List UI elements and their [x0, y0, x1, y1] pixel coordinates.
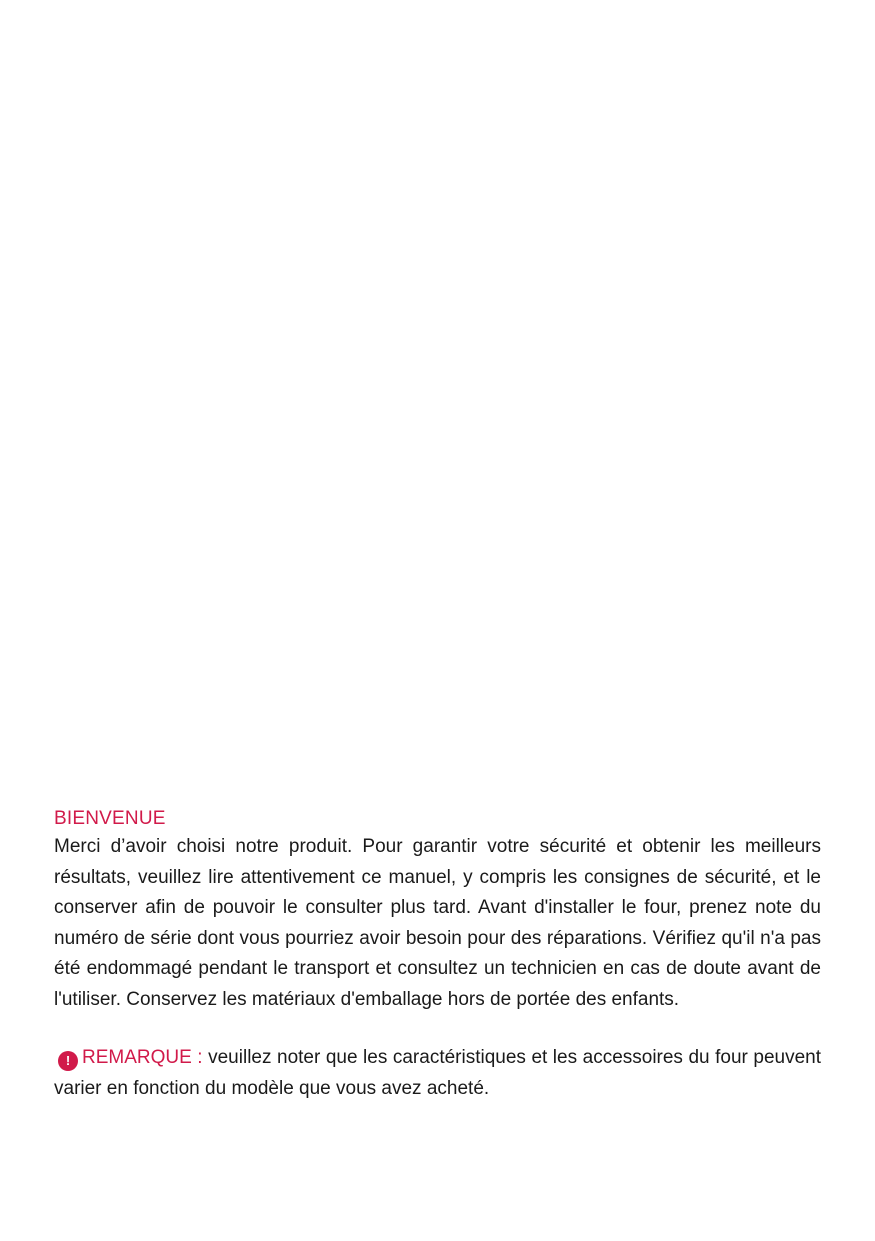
- note-label: REMARQUE :: [82, 1047, 203, 1068]
- note-text: veuillez noter que les caractéristiques et les accessoires du four peuvent varier en fonction du modèle que vous avez acheté.: [54, 1047, 821, 1099]
- section-heading: BIENVENUE: [54, 808, 166, 829]
- welcome-paragraph: Merci d’avoir choisi notre produit. Pour garantir votre sécurité et obtenir les meilleurs résultats, veuillez lire attentivement ce manuel, y compris les consignes de sécurité, et le conserver afin de pouvoir le consulter plus tard. Avant d'installer le four, prenez note du numéro de série dont vous pourriez avoir besoin pour des réparations. Vérifiez qu'il n'a pas été endommagé pendant le transport et consultez un technicien en cas de doute avant de l'utiliser. Conservez les matériaux d'emballage hors de portée des enfants.: [54, 836, 821, 1010]
- note-paragraph: [54, 1043, 821, 1104]
- exclamation-circle-icon: !: [58, 1051, 78, 1071]
- welcome-section: [54, 806, 821, 1104]
